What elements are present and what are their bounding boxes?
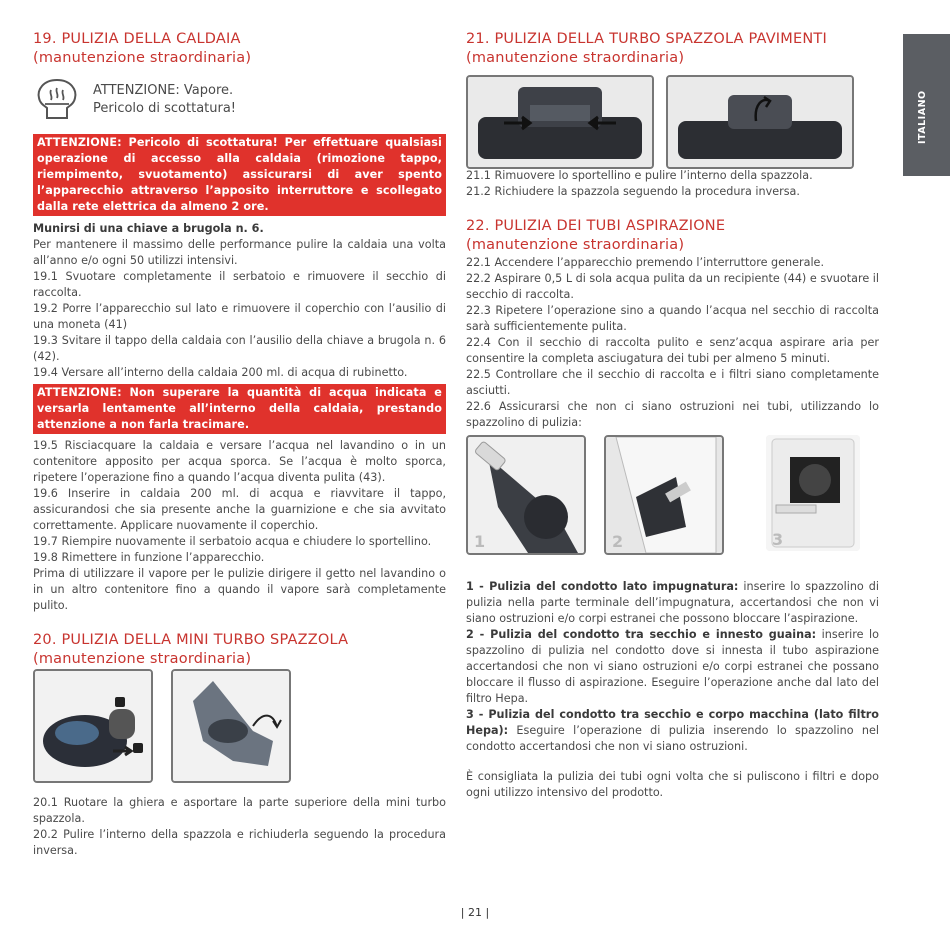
image-number-3: 3 xyxy=(772,530,784,549)
section-21-heading xyxy=(466,30,879,68)
section-22-heading xyxy=(466,217,879,255)
step-19-5: 19.5 Risciacquare la caldaia e versare l’acqua nel lavandino o in un contenitore apposito per acqua sporca. Se l’acqua è molto sporca, ripetere l’operazione fino a quando l’acqua diventa pulita (43). xyxy=(33,439,446,484)
mini-brush-detached-photo xyxy=(171,669,291,783)
instruction-2-body: inserire lo spazzolino di pulizia nel condotto dove si innesta il tubo aspirazione accertandosi che non vi siano ostruzioni e/o corpi estranei che possano bloccare il flusso di aspirazione. Eseguire l’operazione anche dal lato del filtro Hepa. xyxy=(466,628,880,705)
step-19-3: 19.3 Svitare il tappo della caldaia con l’ausilio della chiave a brugola n. 6 (42). xyxy=(33,334,446,363)
instruction-3 xyxy=(466,707,879,755)
hot-steam-icon xyxy=(33,76,81,122)
turbo-brush-door-photo xyxy=(466,75,654,169)
step-20-2: 20.2 Pulire l’interno della spazzola e richiuderla seguendo la procedura inversa. xyxy=(33,828,446,857)
left-column xyxy=(33,30,446,859)
step-22-1: 22.1 Accendere l’apparecchio premendo l’interruttore generale. xyxy=(466,256,824,269)
step-19-4: 19.4 Versare all’interno della caldaia 200 ml. di acqua di rubinetto. xyxy=(33,366,408,379)
mini-brush-open-photo xyxy=(33,669,153,783)
step-22-2: 22.2 Aspirare 0,5 L di sola acqua pulita da un recipiente (44) e svuotare il secchio di raccolta. xyxy=(466,272,879,301)
step-22-6: 22.6 Assicurarsi che non ci siano ostruzioni nei tubi, utilizzando lo spazzolino di pulizia: xyxy=(466,400,879,429)
handle-duct-photo xyxy=(466,435,586,555)
page-number: | 21 | xyxy=(460,906,490,919)
instruction-1-body: inserire lo spazzolino di pulizia nella parte terminale dell’impugnatura, accertandosi che non vi siano ostruzioni e/o corpi estranei che possono bloccare l’aspirazione. xyxy=(466,580,879,625)
instruction-1 xyxy=(466,579,879,627)
step-21-1: 21.1 Rimuovere lo sportellino e pulire l’interno della spazzola. xyxy=(466,169,813,182)
step-22-4: 22.4 Con il secchio di raccolta pulito e senz’acqua aspirare aria per consentire la completa asciugatura dei tubi per almeno 5 minuti. xyxy=(466,336,879,365)
water-warning-box: ATTENZIONE: Non superare la quantità di acqua indicata e versarla lentamente all’interno della caldaia, prestando attenzione a non farla tracimare. xyxy=(33,384,446,434)
image-number-2: 2 xyxy=(612,532,624,551)
section-19-heading xyxy=(33,30,446,68)
step-19-7: 19.7 Riempire nuovamente il serbatoio acqua e chiudere lo sportellino. xyxy=(33,535,432,548)
section-22-subtitle: (manutenzione straordinaria) xyxy=(466,237,685,253)
section-20-subtitle: (manutenzione straordinaria) xyxy=(33,651,252,667)
right-column xyxy=(466,30,879,801)
burn-warning-box: ATTENZIONE: Pericolo di scottatura! Per effettuare qualsiasi operazione di accesso alla caldaia (rimozione tappo, riempimento, svuotamento) assicurarsi di aver spento l’apparecchio attraverso l’apposito interruttore e scollegato dalla rete elettrica da almeno 2 ore. xyxy=(33,134,446,216)
section-21-subtitle: (manutenzione straordinaria) xyxy=(466,50,685,66)
section-20-images xyxy=(33,669,446,795)
section-22-title: 22. PULIZIA DEI TUBI ASPIRAZIONE xyxy=(466,218,726,234)
section-19-subtitle: (manutenzione straordinaria) xyxy=(33,50,252,66)
section-21-images xyxy=(466,75,879,175)
step-19-8: 19.8 Rimettere in funzione l’apparecchio. xyxy=(33,551,265,564)
vapor-warning xyxy=(33,76,446,122)
turbo-brush-opened-photo xyxy=(666,75,854,169)
section-22-images xyxy=(466,435,879,571)
image-number-1: 1 xyxy=(474,532,486,551)
vapor-warning-line-1: ATTENZIONE: Vapore. xyxy=(93,83,234,98)
instruction-3-heading: 3 - Pulizia del condotto tra secchio e corpo macchina (lato filtro Hepa): xyxy=(466,708,879,737)
instruction-3-body: Eseguire l’operazione di pulizia inserendo lo spazzolino nel condotto accertandosi che non vi siano ostruzioni. xyxy=(466,724,879,753)
section-19-title: 19. PULIZIA DELLA CALDAIA xyxy=(33,31,241,47)
step-19-6: 19.6 Inserire in caldaia 200 ml. di acqua e riavvitare il tappo, assicurandosi che sia presente anche la guarnizione e che sia avvitato correttamente. Applicare nuovamente il coperchio. xyxy=(33,487,446,532)
vapor-warning-line-2: Pericolo di scottatura! xyxy=(93,101,237,116)
step-19-2: 19.2 Porre l’apparecchio sul lato e rimuovere il coperchio con l’ausilio di una moneta (41) xyxy=(33,302,446,331)
step-22-5: 22.5 Controllare che il secchio di raccolta e i filtri siano completamente asciutti. xyxy=(466,368,879,397)
instruction-1-heading: 1 - Pulizia del condotto lato impugnatura: xyxy=(466,580,739,593)
step-19-1: 19.1 Svuotare completamente il serbatoio e rimuovere il secchio di raccolta. xyxy=(33,270,446,299)
instruction-2 xyxy=(466,627,879,707)
key-requirement: Munirsi di una chiave a brugola n. 6. xyxy=(33,222,264,235)
step-22-3: 22.3 Ripetere l’operazione sino a quando l’acqua nel secchio di raccolta sarà sufficientemente pulita. xyxy=(466,304,879,333)
language-tab xyxy=(903,34,950,176)
step-20-1: 20.1 Ruotare la ghiera e asportare la parte superiore della mini turbo spazzola. xyxy=(33,796,446,825)
section-20-heading xyxy=(33,631,446,669)
section-19-closing: Prima di utilizzare il vapore per le pulizie dirigere il getto nel lavandino o in un altro contenitore fino a quando il vapore sarà completamente pulito. xyxy=(33,567,446,612)
section-20-title: 20. PULIZIA DELLA MINI TURBO SPAZZOLA xyxy=(33,632,349,648)
hepa-duct-photo xyxy=(766,435,860,551)
step-21-2: 21.2 Richiudere la spazzola seguendo la procedura inversa. xyxy=(466,185,800,198)
language-tab-label: ITALIANO xyxy=(917,90,928,144)
section-22-closing: È consigliata la pulizia dei tubi ogni volta che si puliscono i filtri e dopo ogni utilizzo intensivo del prodotto. xyxy=(466,770,879,799)
instruction-2-heading: 2 - Pulizia del condotto tra secchio e innesto guaina: xyxy=(466,628,817,641)
section-21-title: 21. PULIZIA DELLA TURBO SPAZZOLA PAVIMENTI xyxy=(466,31,827,47)
section-19-paragraph: Per mantenere il massimo delle performance pulire la caldaia una volta all’anno e/o ogni 50 utilizzi intensivi. xyxy=(33,238,446,267)
bucket-hose-duct-photo xyxy=(604,435,724,555)
